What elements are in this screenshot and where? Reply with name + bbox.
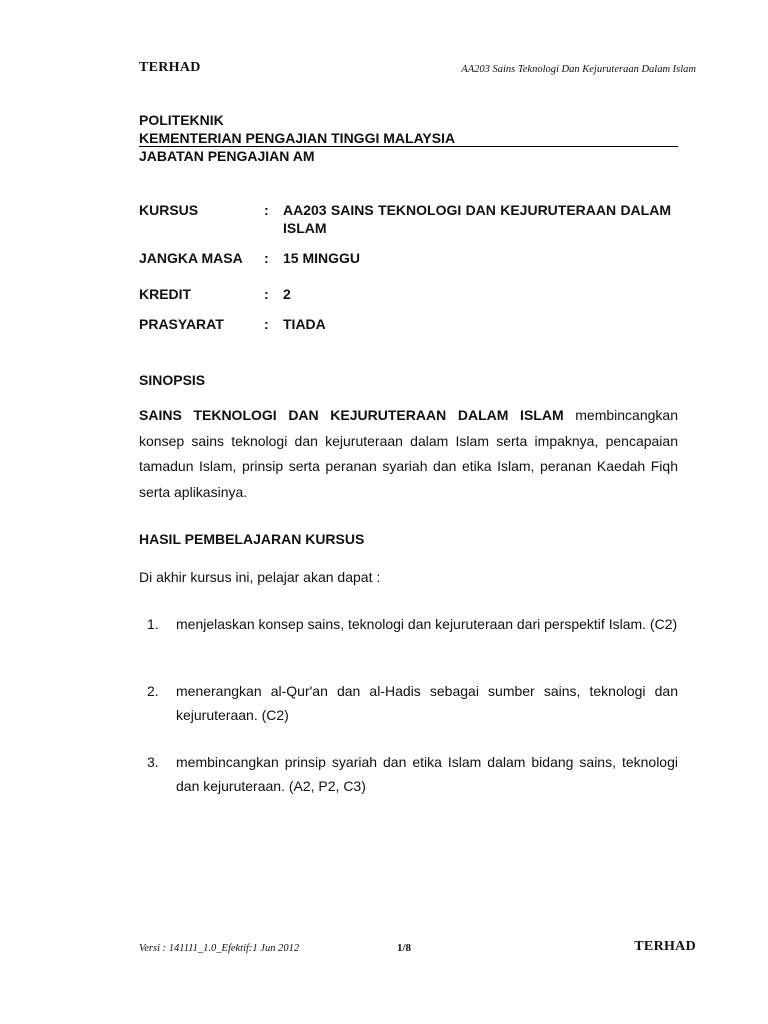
info-label: KREDIT [139, 286, 192, 302]
synopsis-body: membincangkan konsep sains teknologi dan kejuruteraan dalam Islam serta impaknya, pencapaian tamadun Islam, prinsip serta peranan syariah dan etika Islam, peranan Kaedah Fiqh serta aplikasinya. [139, 407, 678, 500]
learning-outcomes-heading: HASIL PEMBELAJARAN KURSUS [139, 531, 365, 547]
info-label: JANGKA MASA [139, 250, 243, 266]
info-colon: : [264, 202, 269, 218]
info-label: PRASYARAT [139, 316, 224, 332]
synopsis-lead: SAINS TEKNOLOGI DAN KEJURUTERAAN DALAM ISLAM [139, 407, 564, 423]
info-value: AA203 SAINS TEKNOLOGI DAN KEJURUTERAAN DALAM ISLAM [283, 202, 671, 236]
synopsis-heading: SINOPSIS [139, 372, 206, 388]
info-colon: : [264, 286, 269, 302]
info-row-kursus [139, 201, 678, 237]
organization-block [139, 111, 678, 165]
list-item-text: membincangkan prinsip syariah dan etika Islam dalam bidang sains, teknologi dan kejuruteraan. (A2, P2, C3) [176, 754, 678, 794]
info-colon: : [264, 316, 269, 332]
info-value: TIADA [283, 316, 326, 332]
list-item-text: menjelaskan konsep sains, teknologi dan kejuruteraan dari perspektif Islam. (C2) [176, 616, 678, 632]
learning-outcomes-intro: Di akhir kursus ini, pelajar akan dapat : [139, 569, 381, 585]
footer-version: Versi : 141111_1.0_Efektif:1 Jun 2012 [139, 943, 300, 954]
list-item-number: 1. [147, 616, 159, 632]
org-line-department: JABATAN PENGAJIAN AM [139, 148, 315, 164]
footer-page-number: 1/8 [397, 942, 412, 954]
list-item-text: menerangkan al-Qur'an dan al-Hadis sebagai sumber sains, teknologi dan kejuruteraan. (C2) [176, 683, 678, 723]
info-value: 2 [283, 286, 291, 302]
footer-classification: TERHAD [634, 939, 696, 954]
header-classification: TERHAD [139, 60, 201, 75]
header-rule [139, 146, 678, 147]
org-line-ministry: KEMENTERIAN PENGAJIAN TINGGI MALAYSIA [139, 130, 456, 146]
list-item-number: 3. [147, 754, 159, 770]
info-value: 15 MINGGU [283, 250, 361, 266]
org-line-politeknik: POLITEKNIK [139, 112, 224, 128]
list-item-number: 2. [147, 683, 159, 699]
info-colon: : [264, 250, 269, 266]
info-label: KURSUS [139, 202, 199, 218]
synopsis-paragraph [139, 403, 678, 505]
header-course-title: AA203 Sains Teknologi Dan Kejuruteraan Dalam Islam [461, 64, 696, 75]
